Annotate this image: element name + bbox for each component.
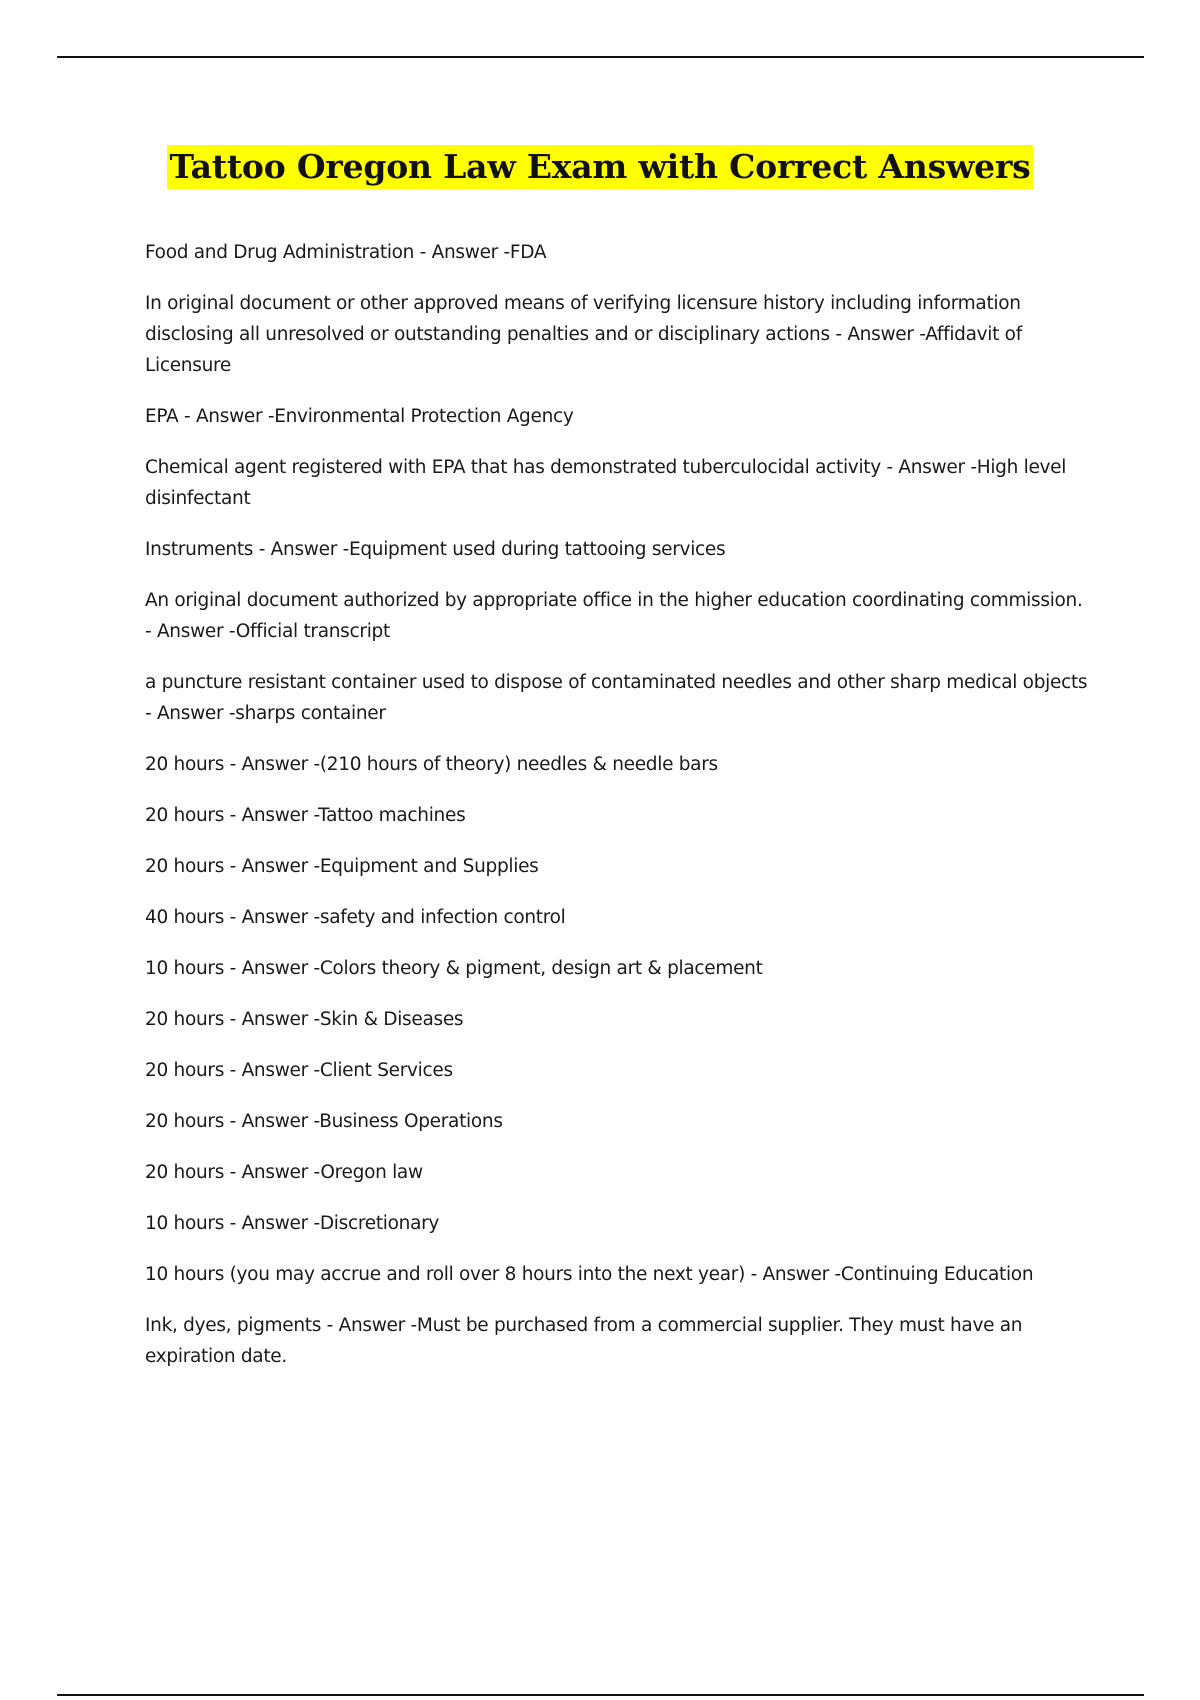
qa-entry: In original document or other approved means of verifying licensure history including information disclosing all unresolved or outstanding penalties and or disciplinary actions - Answer -Affidavit of Licensure — [145, 293, 1022, 376]
qa-entry: 10 hours (you may accrue and roll over 8 hours into the next year) - Answer -Continuing Education — [145, 1264, 1034, 1285]
qa-entry: Food and Drug Administration - Answer -FDA — [145, 242, 547, 263]
qa-entry: 10 hours - Answer -Colors theory & pigment, design art & placement — [145, 958, 763, 979]
title-container — [0, 145, 1200, 189]
qa-entry: 20 hours - Answer -(210 hours of theory) needles & needle bars — [145, 754, 718, 775]
qa-entry: An original document authorized by appropriate office in the higher education coordinating commission. - Answer -Official transcript — [145, 590, 1083, 642]
qa-entry: 20 hours - Answer -Equipment and Supplies — [145, 856, 539, 877]
qa-entry: 10 hours - Answer -Discretionary — [145, 1213, 440, 1234]
qa-entry: Instruments - Answer -Equipment used during tattooing services — [145, 539, 726, 560]
qa-entry: 20 hours - Answer -Skin & Diseases — [145, 1009, 464, 1030]
document-title: Tattoo Oregon Law Exam with Correct Answers — [167, 145, 1032, 189]
qa-list — [145, 237, 1090, 1392]
header-rule — [57, 56, 1144, 58]
qa-entry: 20 hours - Answer -Business Operations — [145, 1111, 503, 1132]
qa-entry: a puncture resistant container used to dispose of contaminated needles and other sharp medical objects - Answer -sharps container — [145, 672, 1088, 724]
qa-entry: 20 hours - Answer -Tattoo machines — [145, 805, 466, 826]
qa-entry: 20 hours - Answer -Oregon law — [145, 1162, 423, 1183]
footer-rule — [57, 1694, 1144, 1696]
qa-entry: Chemical agent registered with EPA that has demonstrated tuberculocidal activity - Answer -High level disinfectant — [145, 457, 1067, 509]
qa-entry: EPA - Answer -Environmental Protection Agency — [145, 406, 574, 427]
qa-entry: 20 hours - Answer -Client Services — [145, 1060, 453, 1081]
qa-entry: 40 hours - Answer -safety and infection control — [145, 907, 566, 928]
qa-entry: Ink, dyes, pigments - Answer -Must be purchased from a commercial supplier. They must have an expiration date. — [145, 1315, 1023, 1367]
